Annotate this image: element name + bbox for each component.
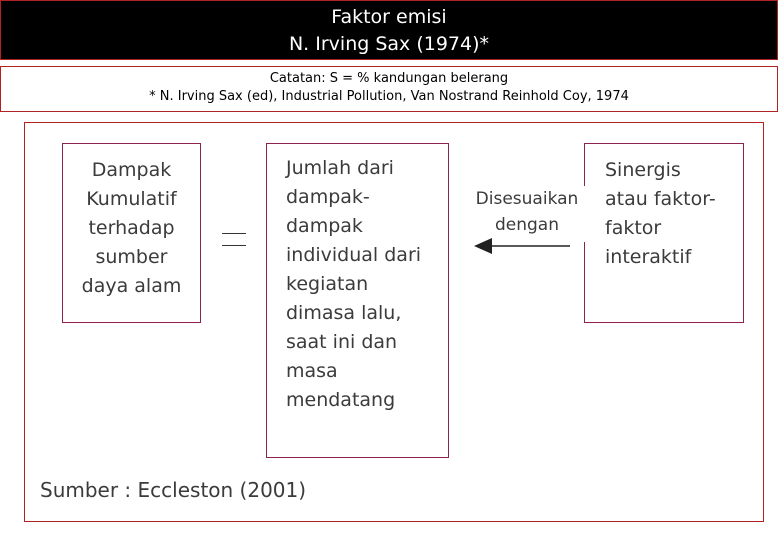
box-text-line: faktor	[605, 217, 662, 239]
cumulative-impact-box	[62, 143, 201, 323]
box-text-line: Jumlah dari	[286, 157, 394, 179]
arrow-label	[455, 186, 599, 242]
source-caption: Sumber : Eccleston (2001)	[40, 478, 307, 502]
note-line-2: * N. Irving Sax (ed), Industrial Pollution, Van Nostrand Reinhold Coy, 1974	[149, 89, 629, 104]
sum-of-impacts-box	[266, 143, 449, 458]
box-text-line: dampak-	[286, 186, 370, 208]
box-text-line: dampak	[286, 215, 363, 237]
note-box	[0, 66, 778, 112]
box-text-line: atau faktor-	[605, 188, 716, 210]
arrow-label-line-2: dengan	[494, 215, 559, 235]
note-line-1: Catatan: S = % kandungan belerang	[269, 71, 509, 86]
box-text-line: Sinergis	[605, 159, 681, 181]
box-text-line: individual dari	[286, 244, 422, 266]
equals-sign	[222, 233, 246, 247]
slide-title	[0, 0, 778, 60]
box-text-line: saat ini dan	[286, 331, 398, 353]
box-text-line: interaktif	[605, 246, 692, 268]
box-text-line: kegiatan	[286, 273, 369, 295]
equals-bar-bottom	[222, 245, 246, 246]
box-text-line: terhadap	[88, 217, 175, 239]
box-text-line: mendatang	[286, 389, 396, 411]
left-arrow-icon	[474, 236, 574, 256]
box-text-line: daya alam	[81, 275, 182, 297]
box-text-line: Kumulatif	[86, 188, 177, 210]
box-text-line: dimasa lalu,	[286, 302, 402, 324]
box-text-line: sumber	[95, 246, 168, 268]
box-text-line: masa	[286, 360, 338, 382]
title-line-2: N. Irving Sax (1974)*	[288, 33, 490, 55]
equals-bar-top	[222, 233, 246, 234]
synergy-box	[584, 143, 744, 323]
box-text-line: Dampak	[91, 159, 172, 181]
title-line-1: Faktor emisi	[331, 6, 447, 28]
arrow-label-line-1: Disesuaikan	[475, 189, 579, 209]
